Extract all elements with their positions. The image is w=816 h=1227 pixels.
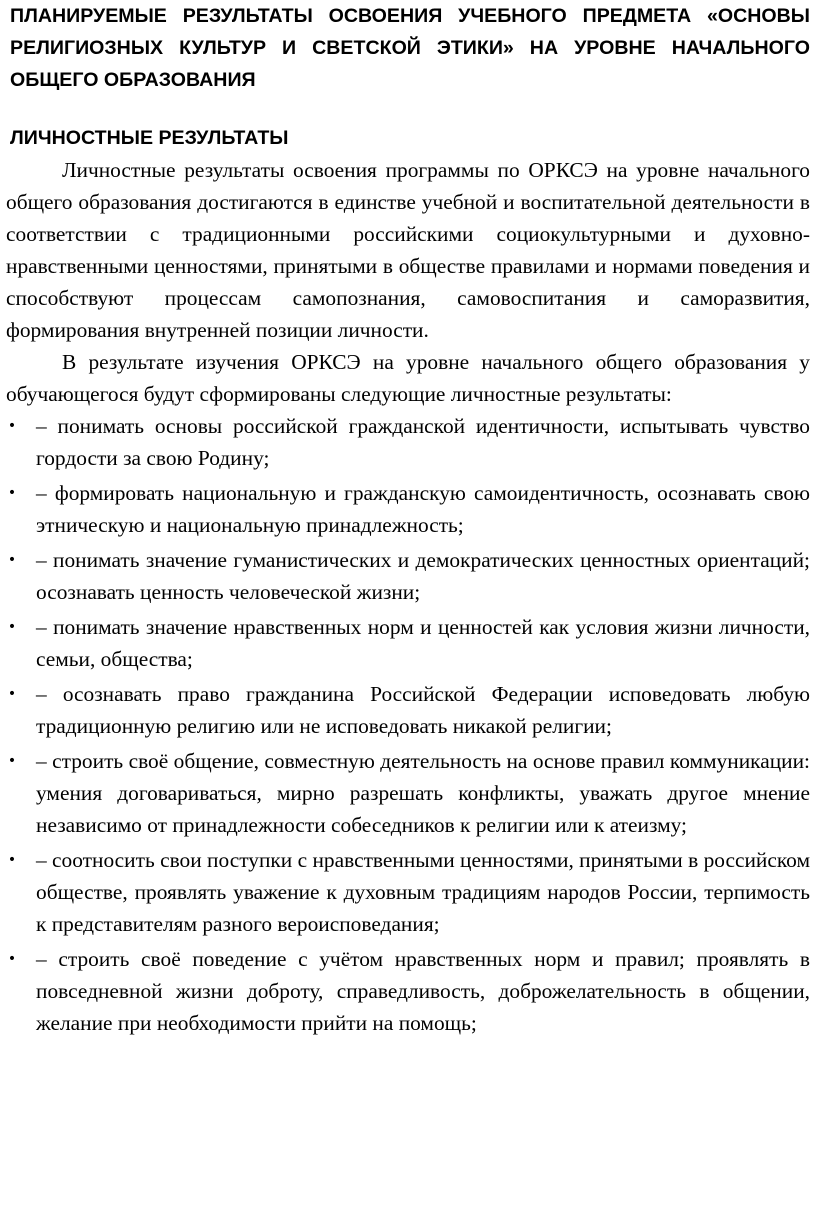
bullet-icon: • [7, 485, 17, 501]
document-title: ПЛАНИРУЕМЫЕ РЕЗУЛЬТАТЫ ОСВОЕНИЯ УЧЕБНОГО ПРЕДМЕТА «ОСНОВЫ РЕЛИГИОЗНЫХ КУЛЬТУР И СВЕТСКОЙ ЭТИКИ» НА УРОВНЕ НАЧАЛЬНОГО ОБЩЕГО ОБРАЗОВАНИЯ [10, 5, 810, 91]
list-item-text: – строить своё общение, совместную деятельность на основе правил коммуникации: умения договариваться, мирно разрешать конфликты, уважать другое мнение независимо от принадлежности собеседников к религии или к атеизму; [36, 749, 810, 837]
list-item [6, 611, 810, 675]
bullet-icon: • [7, 753, 17, 769]
bullet-icon: • [7, 418, 17, 434]
list-item-text: – формировать национальную и гражданскую самоидентичность, осознавать свою этническую и национальную принадлежность; [36, 481, 810, 537]
list-item [6, 745, 810, 841]
paragraph-results-lead: В результате изучения ОРКСЭ на уровне начального общего образования у обучающегося будут сформированы следующие личностные результаты: [6, 350, 810, 406]
list-item [6, 477, 810, 541]
list-item-text: – осознавать право гражданина Российской Федерации исповедовать любую традиционную религию или не исповедовать никакой религии; [36, 682, 810, 738]
paragraph-intro: Личностные результаты освоения программы по ОРКСЭ на уровне начального общего образования достигаются в единстве учебной и воспитательной деятельности в соответствии с традиционными российскими социокультурными и духовно-нравственными ценностями, принятыми в обществе правилами и нормами поведения и способствуют процессам самопознания, самовоспитания и саморазвития, формирования внутренней позиции личности. [6, 158, 810, 342]
bullet-icon: • [7, 619, 17, 635]
list-item [6, 678, 810, 742]
list-item-text: – понимать значение гуманистических и демократических ценностных ориентаций; осознавать ценность человеческой жизни; [36, 548, 810, 604]
list-item [6, 844, 810, 940]
bullet-icon: • [7, 951, 17, 967]
bullet-icon: • [7, 552, 17, 568]
bullet-icon: • [7, 852, 17, 868]
list-item-text: – соотносить свои поступки с нравственными ценностями, принятыми в российском обществе, проявлять уважение к духовным традициям народов России, терпимость к представителям разного вероисповедания; [36, 848, 810, 936]
bullet-icon: • [7, 686, 17, 702]
list-item-text: – понимать основы российской гражданской идентичности, испытывать чувство гордости за свою Родину; [36, 414, 810, 470]
list-item-text: – понимать значение нравственных норм и ценностей как условия жизни личности, семьи, общества; [36, 615, 810, 671]
list-item [6, 943, 810, 1039]
list-item-text: – строить своё поведение с учётом нравственных норм и правил; проявлять в повседневной жизни доброту, справедливость, доброжелательность в общении, желание при необходимости прийти на помощь; [36, 947, 810, 1035]
results-list [6, 410, 810, 1039]
section-title: ЛИЧНОСТНЫЕ РЕЗУЛЬТАТЫ [10, 127, 289, 149]
list-item [6, 544, 810, 608]
list-item [6, 410, 810, 474]
